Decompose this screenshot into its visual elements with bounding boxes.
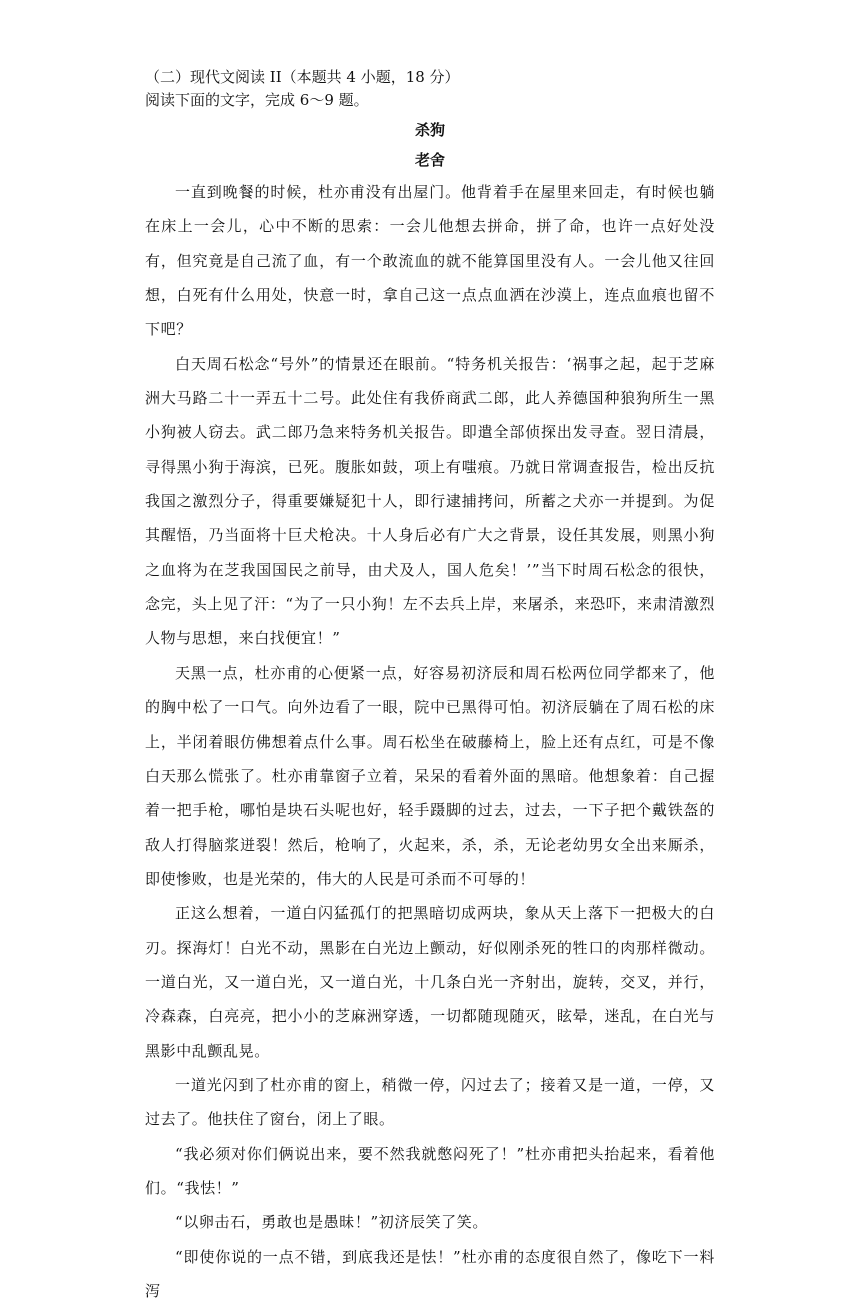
story-body [145, 175, 715, 1308]
paragraph: 一直到晚餐的时候，杜亦甫没有出屋门。他背着手在屋里来回走，有时候也躺在床上一会儿，心中不断的思索：一会儿他想去拼命，拼了命，也许一点好处没有，但究竟是自己流了血，有一个敢流血的就不能算国里没有人。一会儿他又往回想，白死有什么用处，快意一时，拿自己这一点点血洒在沙漠上，连点血痕也留不下吧？ [145, 183, 715, 339]
paragraph: “我必须对你们俩说出来，要不然我就憋闷死了！”杜亦甫把头抬起来，看着他们。“我怯！” [145, 1144, 715, 1197]
paragraph: 白天周石松念“号外”的情景还在眼前。“特务机关报告：‘祸事之起，起于芝麻洲大马路二十一弄五十二号。此处住有我侨商武二郎，此人养德国种狼狗所生一黑小狗被人窃去。武二郎乃急来特务机关报告。即遣全部侦探出发寻查。翌日清晨，寻得黑小狗于海滨，已死。腹胀如鼓，项上有嗤痕。乃就日常调查报告，检出反抗我国之激烈分子，得重要嫌疑犯十人，即行逮捕拷问，所蓄之犬亦一并提到。为促其醒悟，乃当面将十巨犬枪决。十人身后必有广大之背景，设任其发展，则黑小狗之血将为在芝我国国民之前导，由犬及人，国人危矣！’”当下时周石松念的很快，念完，头上见了汗：“为了一只小狗！左不去兵上岸，来屠杀，来恐吓，来肃清激烈人物与思想，来白找便宜！” [145, 354, 715, 648]
paragraph: 正这么想着，一道白闪猛孤仃的把黑暗切成两块，象从天上落下一把极大的白刃。探海灯！白光不动，黑影在白光边上颤动，好似刚杀死的牲口的肉那样微动。一道白光，又一道白光，又一道白光，十几条白光一齐射出，旋转，交叉，并行，冷森森，白亮亮，把小小的芝麻洲穿透，一切都随现随灭，眩晕，迷乱，在白光与黑影中乱颤乱晃。 [145, 904, 715, 1060]
story-title: 杀狗 [414, 121, 445, 139]
reading-instruction: 阅读下面的文字，完成 6～9 题。 [145, 91, 369, 109]
section-heading: （二）现代文阅读 II（本题共 4 小题，18 分） [145, 68, 460, 86]
story-author: 老舍 [414, 151, 445, 169]
paragraph: “以卵击石，勇敢也是愚昧！”初济辰笑了笑。 [175, 1213, 488, 1232]
paragraph: “即使你说的一点不错，到底我还是怯！”杜亦甫的态度很自然了，像吃下一料泻 [145, 1247, 715, 1300]
paragraph: 天黑一点，杜亦甫的心便紧一点，好容易初济辰和周石松两位同学都来了，他的胸中松了一口气。向外边看了一眼，院中已黑得可怕。初济辰躺在了周石松的床上，半闭着眼仿佛想着点什么事。周石松坐在破藤椅上，脸上还有点红，可是不像白天那么慌张了。杜亦甫靠窗子立着，呆呆的看着外面的黑暗。他想象着：自己握着一把手枪，哪怕是块石头呢也好，轻手蹑脚的过去，过去，一下子把个戴铁盔的敌人打得脑浆迸裂！然后，枪响了，火起来，杀，杀，无论老幼男女全出来厮杀，即使惨败，也是光荣的，伟大的人民是可杀而不可辱的！ [145, 663, 715, 888]
paragraph: 一道光闪到了杜亦甫的窗上，稍微一停，闪过去了；接着又是一道，一停，又过去了。他扶住了窗台，闭上了眼。 [145, 1075, 715, 1129]
